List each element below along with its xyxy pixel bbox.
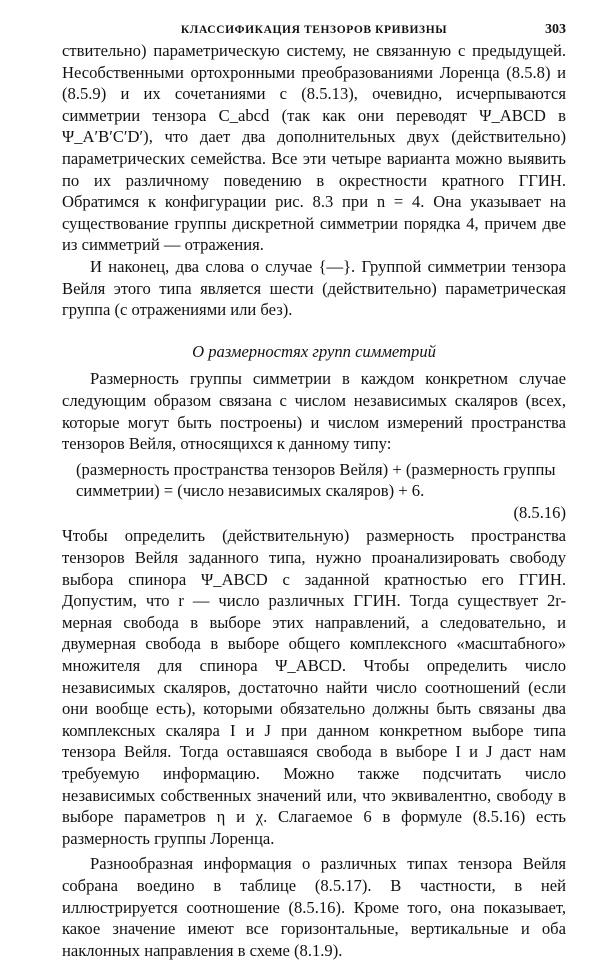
paragraph-2: И наконец, два слова о случае {—}. Группой симметрии тензора Вейля этого типа является шести (действительно) параметрическая группа (с отражениями или без).	[62, 256, 566, 320]
paragraph-5: Разнообразная информация о различных типах тензора Вейля собрана воедино в таблице (8.5.17). В частности, в ней иллюстрируется соотношение (8.5.16). Кроме того, она показывает, какое значение имеют все горизонтальные, вертикальные и оба наклонных направления в схеме (8.1.9).	[62, 854, 566, 960]
book-page	[62, 14, 566, 961]
page-number: 303	[545, 22, 566, 37]
paragraph-3: Размерность группы симметрии в каждом конкретном случае следующим образом связана с числом независимых скаляров (всех, которые могут быть построены) и числом измерений пространства тензоров Вейля, относящихся к данному типу:	[62, 369, 566, 454]
paragraph-4: Чтобы определить (действительную) размерность пространства тензоров Вейля заданного типа, нужно проанализировать свободу выбора спинора Ψ_ABCD с заданной кратностью его ГГИН. Допустим, что r — число различных ГГИН. Тогда существует 2r-мерная свобода в выборе этих направлений, а следовательно, и двумерная свобода в выборе общего комплексного «масштабного» множителя для спинора Ψ_ABCD. Чтобы определить число независимых скаляров, достаточно найти число соотношений (если они вообще есть), которыми обязательно должны быть связаны два комплексных скаляра I и J при данном конкретном выборе типа тензора Вейля. Тогда оставшаяся свобода в выборе I и J даст нам требуемую информацию. Можно также подсчитать число независимых собственных значений или, что эквивалентно, свободу в выборе параметров η и χ. Слагаемое 6 в формуле (8.5.16) есть размерность группы Лоренца.	[62, 526, 566, 848]
running-head: КЛАССИФИКАЦИЯ ТЕНЗОРОВ КРИВИЗНЫ	[180, 24, 448, 36]
paragraph-1: ствительно) параметрическую систему, не связанную с предыдущей. Несобственными ортохронными преобразованиями Лоренца (8.5.8) и (8.5.9) и их сочетаниями с (8.5.13), очевидно, исчерпываются симметрии тензора C_abcd (так как они переводят Ψ_ABCD в Ψ_A′B′C′D′), что дает два дополнительных двух (действительно) параметрических семейства. Все эти четыре варианта можно выявить по их различному поведению в окрестности кратного ГГИН. Обратимся к конфигурации рис. 8.3 при n = 4. Она указывает на существование группы дискретной симметрии порядка 4, причем две из симметрий — отражения.	[62, 41, 566, 255]
formula-number: (8.5.16)	[513, 502, 566, 522]
section-title: О размерностях групп симметрий	[192, 341, 436, 361]
page-header	[62, 14, 566, 40]
formula-8-5-16: (размерность пространства тензоров Вейля) + (размерность группы симметрии) = (число независимых скаляров) + 6.	[76, 459, 556, 501]
